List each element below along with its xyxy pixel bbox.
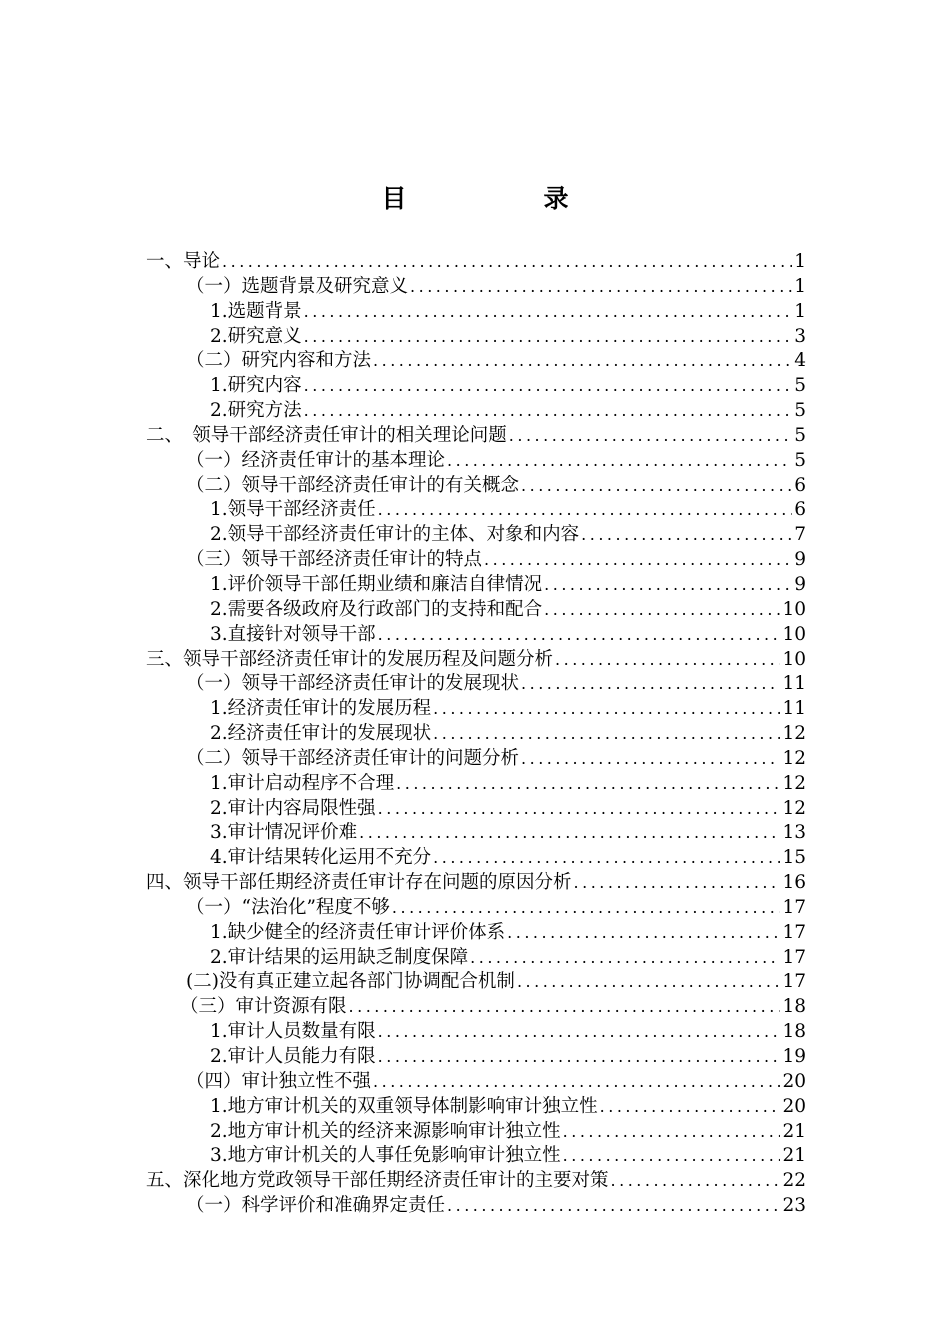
toc-leader-dots bbox=[574, 871, 781, 896]
toc-entry[interactable] bbox=[146, 424, 806, 449]
toc-entry-text: （一）科学评价和准确界定责任 bbox=[186, 1195, 446, 1217]
toc-page-number: 9 bbox=[794, 573, 806, 595]
toc-page-number: 5 bbox=[794, 424, 806, 446]
toc-page-number: 7 bbox=[794, 524, 806, 546]
toc-entry-text: 3.直接针对领导干部 bbox=[210, 623, 376, 645]
toc-page-number: 5 bbox=[794, 449, 806, 471]
toc-entry[interactable] bbox=[146, 821, 806, 846]
toc-entry-text: 1.选题背景 bbox=[210, 300, 302, 322]
toc-leader-dots bbox=[544, 598, 780, 623]
toc-entry[interactable] bbox=[146, 672, 806, 697]
toc-entry[interactable] bbox=[146, 498, 806, 523]
toc-leader-dots bbox=[433, 697, 780, 722]
toc-leader-dots bbox=[304, 300, 793, 325]
toc-entry-text: 2.地方审计机关的经济来源影响审计独立性 bbox=[210, 1120, 561, 1142]
toc-entry[interactable] bbox=[146, 1045, 806, 1070]
toc-leader-dots bbox=[581, 523, 792, 548]
toc-page-number: 12 bbox=[782, 772, 806, 794]
toc-leader-dots bbox=[378, 1045, 781, 1070]
toc-page-number: 6 bbox=[794, 499, 806, 521]
toc-entry[interactable] bbox=[146, 995, 806, 1020]
toc-entry-text: 2.需要各级政府及行政部门的支持和配合 bbox=[210, 598, 543, 620]
toc-entry[interactable] bbox=[146, 896, 806, 921]
toc-leader-dots bbox=[349, 995, 781, 1020]
toc-entry[interactable] bbox=[146, 1070, 806, 1095]
toc-page-number: 19 bbox=[782, 1046, 806, 1067]
toc-entry[interactable] bbox=[146, 697, 806, 722]
toc-page-number: 16 bbox=[782, 872, 806, 894]
toc-page-number: 23 bbox=[782, 1195, 806, 1217]
toc-list bbox=[146, 250, 806, 1219]
toc-entry[interactable] bbox=[146, 250, 806, 275]
toc-page-number: 6 bbox=[794, 474, 806, 496]
toc-leader-dots bbox=[378, 1020, 781, 1045]
toc-page-number: 17 bbox=[782, 921, 806, 943]
toc-leader-dots bbox=[521, 747, 780, 772]
toc-page-number: 10 bbox=[782, 648, 806, 670]
toc-entry-text: 3.审计情况评价难 bbox=[210, 822, 358, 844]
toc-page-number: 17 bbox=[782, 971, 806, 993]
toc-leader-dots bbox=[563, 1144, 781, 1169]
toc-entry-text: （一）选题背景及研究意义 bbox=[186, 275, 409, 297]
toc-page-number: 18 bbox=[782, 996, 806, 1018]
toc-entry-text: 1.研究内容 bbox=[210, 375, 302, 397]
toc-leader-dots bbox=[378, 498, 793, 523]
toc-leader-dots bbox=[509, 424, 792, 449]
toc-entry[interactable] bbox=[146, 722, 806, 747]
toc-entry-text: 2.审计结果的运用缺乏制度保障 bbox=[210, 946, 469, 968]
toc-leader-dots bbox=[433, 846, 780, 871]
toc-leader-dots bbox=[378, 797, 781, 822]
toc-entry-text: 五、深化地方党政领导干部任期经济责任审计的主要对策 bbox=[146, 1170, 609, 1192]
toc-entry[interactable] bbox=[146, 846, 806, 871]
toc-page-number: 1 bbox=[794, 275, 806, 297]
toc-page-number: 20 bbox=[782, 1095, 806, 1117]
toc-leader-dots bbox=[222, 250, 792, 275]
toc-leader-dots bbox=[378, 623, 781, 648]
toc-page-number: 12 bbox=[782, 723, 806, 745]
toc-entry[interactable] bbox=[146, 1194, 806, 1219]
toc-entry-text: （三）审计资源有限 bbox=[180, 996, 347, 1018]
toc-entry[interactable] bbox=[146, 474, 806, 499]
toc-entry[interactable] bbox=[146, 797, 806, 822]
toc-page-number: 5 bbox=[794, 375, 806, 397]
toc-entry-text: （一）领导干部经济责任审计的发展现状 bbox=[186, 673, 520, 695]
toc-entry-text: 2.审计内容局限性强 bbox=[210, 797, 376, 819]
toc-entry[interactable] bbox=[146, 747, 806, 772]
toc-leader-dots bbox=[396, 772, 780, 797]
toc-entry[interactable] bbox=[146, 970, 806, 995]
toc-entry-text: 一、导论 bbox=[146, 251, 221, 272]
toc-entry-text: 2.研究意义 bbox=[210, 325, 302, 347]
toc-entry[interactable] bbox=[146, 349, 806, 374]
toc-entry[interactable] bbox=[146, 573, 806, 598]
toc-page-number: 11 bbox=[782, 673, 806, 695]
toc-leader-dots bbox=[484, 548, 792, 573]
toc-entry-text: 1.地方审计机关的双重领导体制影响审计独立性 bbox=[210, 1095, 598, 1117]
toc-entry[interactable] bbox=[146, 1169, 806, 1194]
toc-page-number: 17 bbox=[782, 946, 806, 968]
toc-page-number: 18 bbox=[782, 1021, 806, 1043]
toc-entry[interactable] bbox=[146, 871, 806, 896]
toc-page-number: 5 bbox=[794, 400, 806, 422]
toc-entry[interactable] bbox=[146, 598, 806, 623]
toc-entry-text: 三、领导干部经济责任审计的发展历程及问题分析 bbox=[146, 648, 554, 670]
toc-entry-text: 1.审计人员数量有限 bbox=[210, 1021, 376, 1043]
toc-entry-text: 2.领导干部经济责任审计的主体、对象和内容 bbox=[210, 524, 580, 546]
toc-leader-dots bbox=[563, 1120, 781, 1145]
toc-entry-text: 1.评价领导干部任期业绩和廉洁自律情况 bbox=[210, 573, 543, 595]
toc-title: 目 录 bbox=[381, 184, 625, 213]
toc-entry-text: 1.经济责任审计的发展历程 bbox=[210, 698, 432, 720]
toc-leader-dots bbox=[304, 399, 793, 424]
toc-entry[interactable] bbox=[146, 1120, 806, 1145]
toc-entry-text: 2.研究方法 bbox=[210, 400, 302, 422]
toc-entry[interactable] bbox=[146, 623, 806, 648]
toc-entry-text: (二)没有真正建立起各部门协调配合机制 bbox=[186, 971, 515, 993]
toc-leader-dots bbox=[410, 275, 792, 300]
toc-leader-dots bbox=[373, 349, 792, 374]
toc-entry-text: 1.领导干部经济责任 bbox=[210, 499, 376, 521]
toc-entry-text: 四、领导干部任期经济责任审计存在问题的原因分析 bbox=[146, 872, 572, 894]
toc-leader-dots bbox=[517, 970, 781, 995]
toc-page-number: 21 bbox=[782, 1145, 806, 1167]
toc-entry[interactable] bbox=[146, 946, 806, 971]
toc-entry[interactable] bbox=[146, 275, 806, 300]
toc-entry[interactable] bbox=[146, 523, 806, 548]
toc-entry-text: （二）研究内容和方法 bbox=[186, 350, 372, 372]
toc-page-number: 12 bbox=[782, 747, 806, 769]
toc-page-number: 11 bbox=[782, 698, 806, 720]
toc-leader-dots bbox=[373, 1070, 780, 1095]
toc-entry-text: （一）经济责任审计的基本理论 bbox=[186, 449, 446, 471]
toc-leader-dots bbox=[521, 672, 780, 697]
toc-leader-dots bbox=[433, 722, 780, 747]
toc-page-number: 1 bbox=[794, 251, 806, 272]
toc-entry[interactable] bbox=[146, 772, 806, 797]
toc-leader-dots bbox=[507, 921, 780, 946]
toc-entry[interactable] bbox=[146, 449, 806, 474]
toc-entry[interactable] bbox=[146, 399, 806, 424]
toc-leader-dots bbox=[447, 1194, 780, 1219]
toc-entry-text: 1.缺少健全的经济责任审计评价体系 bbox=[210, 921, 506, 943]
toc-entry[interactable] bbox=[146, 1095, 806, 1120]
toc-page-number: 4 bbox=[794, 350, 806, 372]
toc-entry-text: （二）领导干部经济责任审计的问题分析 bbox=[186, 747, 520, 769]
toc-leader-dots bbox=[600, 1095, 781, 1120]
toc-entry-text: 4.审计结果转化运用不充分 bbox=[210, 847, 432, 869]
toc-leader-dots bbox=[521, 474, 792, 499]
toc-leader-dots bbox=[304, 325, 793, 350]
toc-entry[interactable] bbox=[146, 648, 806, 673]
toc-leader-dots bbox=[470, 946, 780, 971]
toc-page-number: 10 bbox=[782, 623, 806, 645]
toc-entry-text: （二）领导干部经济责任审计的有关概念 bbox=[186, 474, 520, 496]
toc-page-number: 21 bbox=[782, 1120, 806, 1142]
toc-entry-text: （一）“法治化”程度不够 bbox=[186, 896, 390, 918]
toc-leader-dots bbox=[359, 821, 780, 846]
toc-entry[interactable] bbox=[146, 548, 806, 573]
toc-entry-text: （四）审计独立性不强 bbox=[186, 1070, 372, 1092]
toc-page-number: 3 bbox=[794, 325, 806, 347]
toc-leader-dots bbox=[544, 573, 792, 598]
toc-page-number: 9 bbox=[794, 549, 806, 571]
toc-entry-text: 1.审计启动程序不合理 bbox=[210, 772, 395, 794]
toc-entry[interactable] bbox=[146, 325, 806, 350]
toc-entry[interactable] bbox=[146, 300, 806, 325]
toc-entry[interactable] bbox=[146, 1144, 806, 1169]
toc-entry[interactable] bbox=[146, 921, 806, 946]
toc-page-number: 12 bbox=[782, 797, 806, 819]
toc-entry-text: （三）领导干部经济责任审计的特点 bbox=[186, 549, 483, 571]
toc-page-number: 17 bbox=[782, 896, 806, 918]
toc-page-number: 13 bbox=[782, 822, 806, 844]
toc-page-number: 15 bbox=[782, 847, 806, 869]
toc-leader-dots bbox=[304, 374, 793, 399]
toc-entry[interactable] bbox=[146, 1020, 806, 1045]
toc-page-number: 22 bbox=[782, 1170, 806, 1192]
toc-leader-dots bbox=[555, 648, 780, 673]
toc-leader-dots bbox=[611, 1169, 781, 1194]
toc-leader-dots bbox=[447, 449, 792, 474]
toc-page-number: 20 bbox=[782, 1070, 806, 1092]
toc-page-number: 1 bbox=[794, 300, 806, 322]
toc-page-number: 10 bbox=[782, 598, 806, 620]
toc-entry-text: 2.审计人员能力有限 bbox=[210, 1046, 376, 1067]
toc-leader-dots bbox=[392, 896, 781, 921]
toc-entry-text: 二、 领导干部经济责任审计的相关理论问题 bbox=[146, 424, 507, 446]
toc-entry[interactable] bbox=[146, 374, 806, 399]
toc-entry-text: 3.地方审计机关的人事任免影响审计独立性 bbox=[210, 1145, 561, 1167]
toc-entry-text: 2.经济责任审计的发展现状 bbox=[210, 723, 432, 745]
